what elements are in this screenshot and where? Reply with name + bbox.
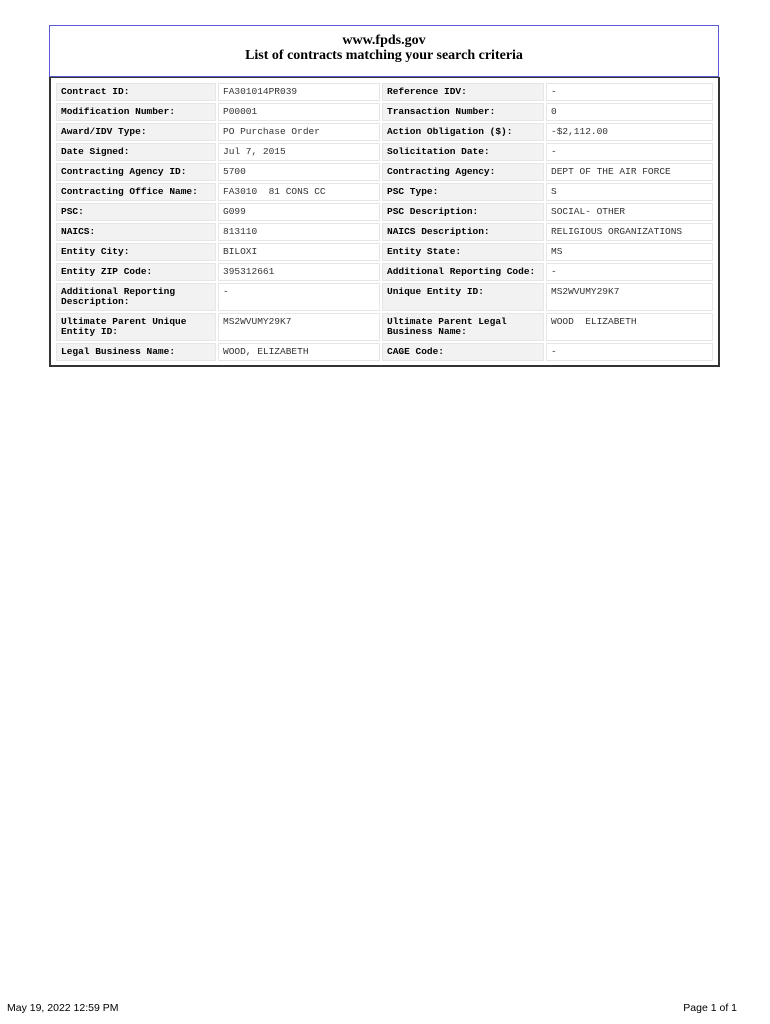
field-label: Transaction Number:	[382, 103, 544, 121]
field-value: -	[546, 343, 713, 361]
report-header	[49, 25, 719, 77]
table-row	[56, 243, 713, 261]
table-row	[56, 283, 713, 311]
site-title: www.fpds.gov	[342, 33, 426, 48]
field-value: FA301014PR039	[218, 83, 380, 101]
field-value: S	[546, 183, 713, 201]
field-value: P00001	[218, 103, 380, 121]
field-value: G099	[218, 203, 380, 221]
field-label: Ultimate Parent Legal Business Name:	[382, 313, 544, 341]
field-label: Contracting Office Name:	[56, 183, 216, 201]
field-label: Contract ID:	[56, 83, 216, 101]
field-label: NAICS:	[56, 223, 216, 241]
table-row	[56, 123, 713, 141]
field-value: 395312661	[218, 263, 380, 281]
table-row	[56, 263, 713, 281]
field-value: SOCIAL- OTHER	[546, 203, 713, 221]
field-value: -	[546, 83, 713, 101]
contract-details-table	[49, 77, 720, 367]
field-label: Entity State:	[382, 243, 544, 261]
table-row	[56, 183, 713, 201]
field-label: Entity City:	[56, 243, 216, 261]
table-row	[56, 143, 713, 161]
field-label: Reference IDV:	[382, 83, 544, 101]
field-value: FA3010 81 CONS CC	[218, 183, 380, 201]
print-timestamp: May 19, 2022 12:59 PM	[7, 1002, 119, 1014]
field-value: DEPT OF THE AIR FORCE	[546, 163, 713, 181]
field-label: Contracting Agency ID:	[56, 163, 216, 181]
field-label: PSC Type:	[382, 183, 544, 201]
field-value: BILOXI	[218, 243, 380, 261]
field-value: 5700	[218, 163, 380, 181]
field-label: Date Signed:	[56, 143, 216, 161]
field-value: 0	[546, 103, 713, 121]
table-row	[56, 83, 713, 101]
field-value: -	[546, 263, 713, 281]
contract-details-body	[56, 83, 713, 361]
field-value: 813110	[218, 223, 380, 241]
field-label: Award/IDV Type:	[56, 123, 216, 141]
field-value: MS	[546, 243, 713, 261]
field-label: Legal Business Name:	[56, 343, 216, 361]
field-label: Contracting Agency:	[382, 163, 544, 181]
field-label: Modification Number:	[56, 103, 216, 121]
field-label: Unique Entity ID:	[382, 283, 544, 311]
field-label: Solicitation Date:	[382, 143, 544, 161]
table-row	[56, 203, 713, 221]
table-row	[56, 103, 713, 121]
table-row	[56, 163, 713, 181]
field-value: WOOD, ELIZABETH	[218, 343, 380, 361]
field-label: Entity ZIP Code:	[56, 263, 216, 281]
field-value: MS2WVUMY29K7	[546, 283, 713, 311]
field-label: Additional Reporting Code:	[382, 263, 544, 281]
field-value: -	[546, 143, 713, 161]
field-label: Additional Reporting Description:	[56, 283, 216, 311]
field-label: NAICS Description:	[382, 223, 544, 241]
field-value: RELIGIOUS ORGANIZATIONS	[546, 223, 713, 241]
field-label: Ultimate Parent Unique Entity ID:	[56, 313, 216, 341]
field-value: -	[218, 283, 380, 311]
field-value: Jul 7, 2015	[218, 143, 380, 161]
field-value: MS2WVUMY29K7	[218, 313, 380, 341]
page-number: Page 1 of 1	[683, 1002, 737, 1014]
field-value: WOOD ELIZABETH	[546, 313, 713, 341]
report-subtitle: List of contracts matching your search criteria	[245, 48, 523, 63]
field-value: PO Purchase Order	[218, 123, 380, 141]
table-row	[56, 223, 713, 241]
field-label: Action Obligation ($):	[382, 123, 544, 141]
field-value: -$2,112.00	[546, 123, 713, 141]
field-label: PSC Description:	[382, 203, 544, 221]
field-label: CAGE Code:	[382, 343, 544, 361]
table-row	[56, 313, 713, 341]
table-row	[56, 343, 713, 361]
field-label: PSC:	[56, 203, 216, 221]
